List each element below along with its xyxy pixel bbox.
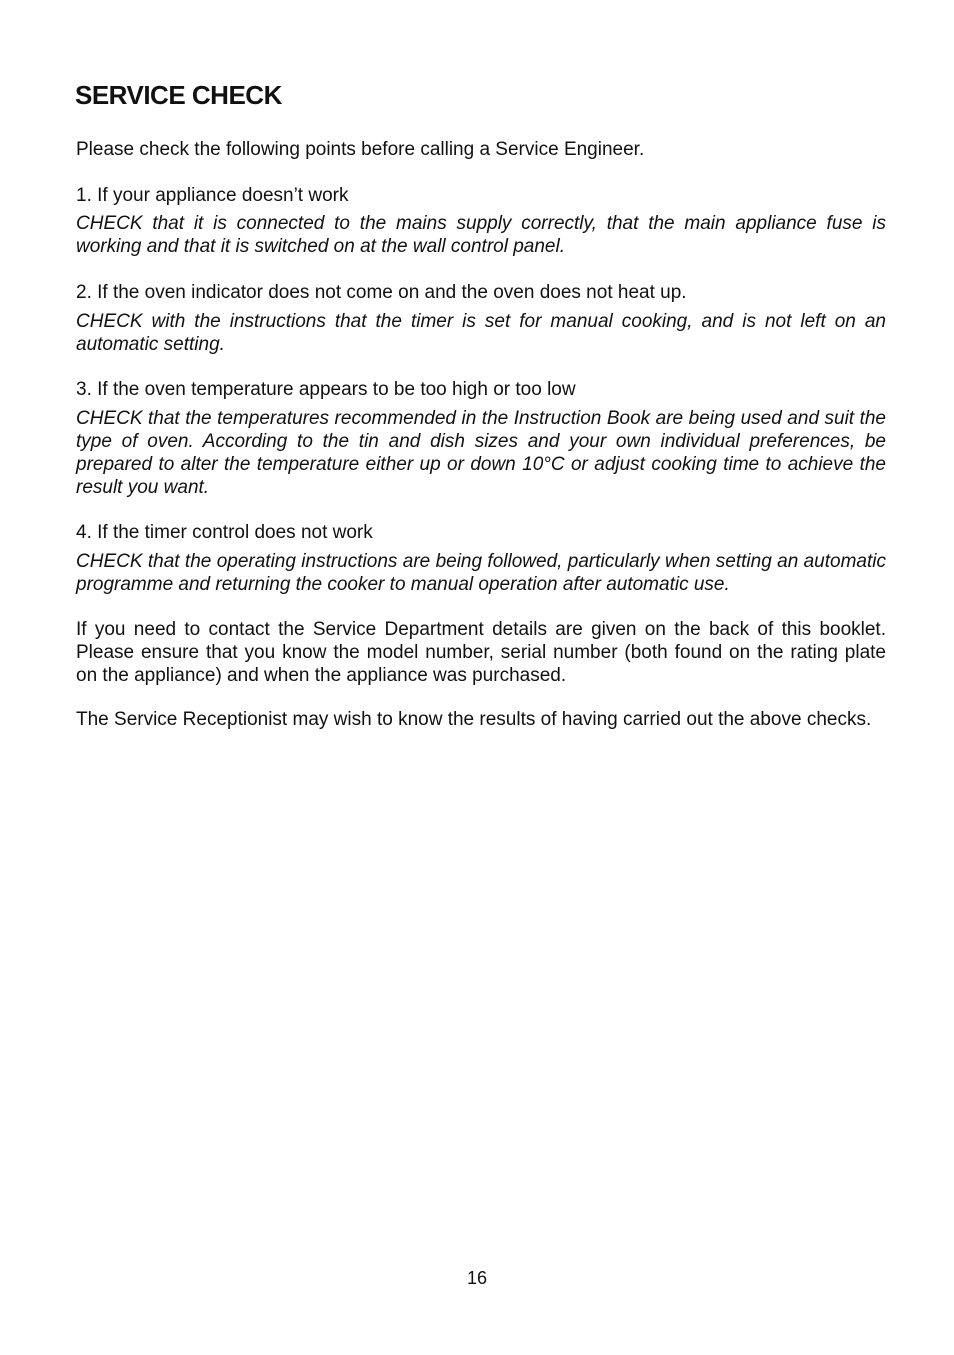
page-title: SERVICE CHECK — [75, 80, 282, 110]
page-number: 16 — [466, 1268, 488, 1288]
receptionist-paragraph: The Service Receptionist may wish to know the results of having carried out the above checks. — [76, 709, 872, 730]
intro-text: Please check the following points before calling a Service Engineer. — [76, 139, 645, 160]
item-3-heading: 3. If the oven temperature appears to be too high or too low — [76, 379, 576, 400]
item-4-check: CHECK that the operating instructions are being followed, particularly when setting an automatic programme and returning the cooker to manual operation after automatic use. — [76, 551, 886, 595]
item-2-heading: 2. If the oven indicator does not come on and the oven does not heat up. — [76, 282, 687, 303]
item-1-heading: 1. If your appliance doesn’t work — [76, 185, 349, 206]
item-2-check: CHECK with the instructions that the timer is set for manual cooking, and is not left on an automatic setting. — [76, 311, 886, 355]
item-1-check: CHECK that it is connected to the mains supply correctly, that the main appliance fuse is working and that it is switched on at the wall control panel. — [76, 213, 886, 257]
contact-paragraph: If you need to contact the Service Department details are given on the back of this booklet. Please ensure that you know the model number, serial number (both found on the rating plate on the appliance) and when the appliance was purchased. — [76, 619, 886, 686]
item-4-heading: 4. If the timer control does not work — [76, 522, 373, 543]
item-3-check: CHECK that the temperatures recommended in the Instruction Book are being used and suit the type of oven. According to the tin and dish sizes and your own individual preferences, be prepared to alter the temperature either up or down 10°C or adjust cooking time to achieve the result you want. — [76, 408, 886, 498]
